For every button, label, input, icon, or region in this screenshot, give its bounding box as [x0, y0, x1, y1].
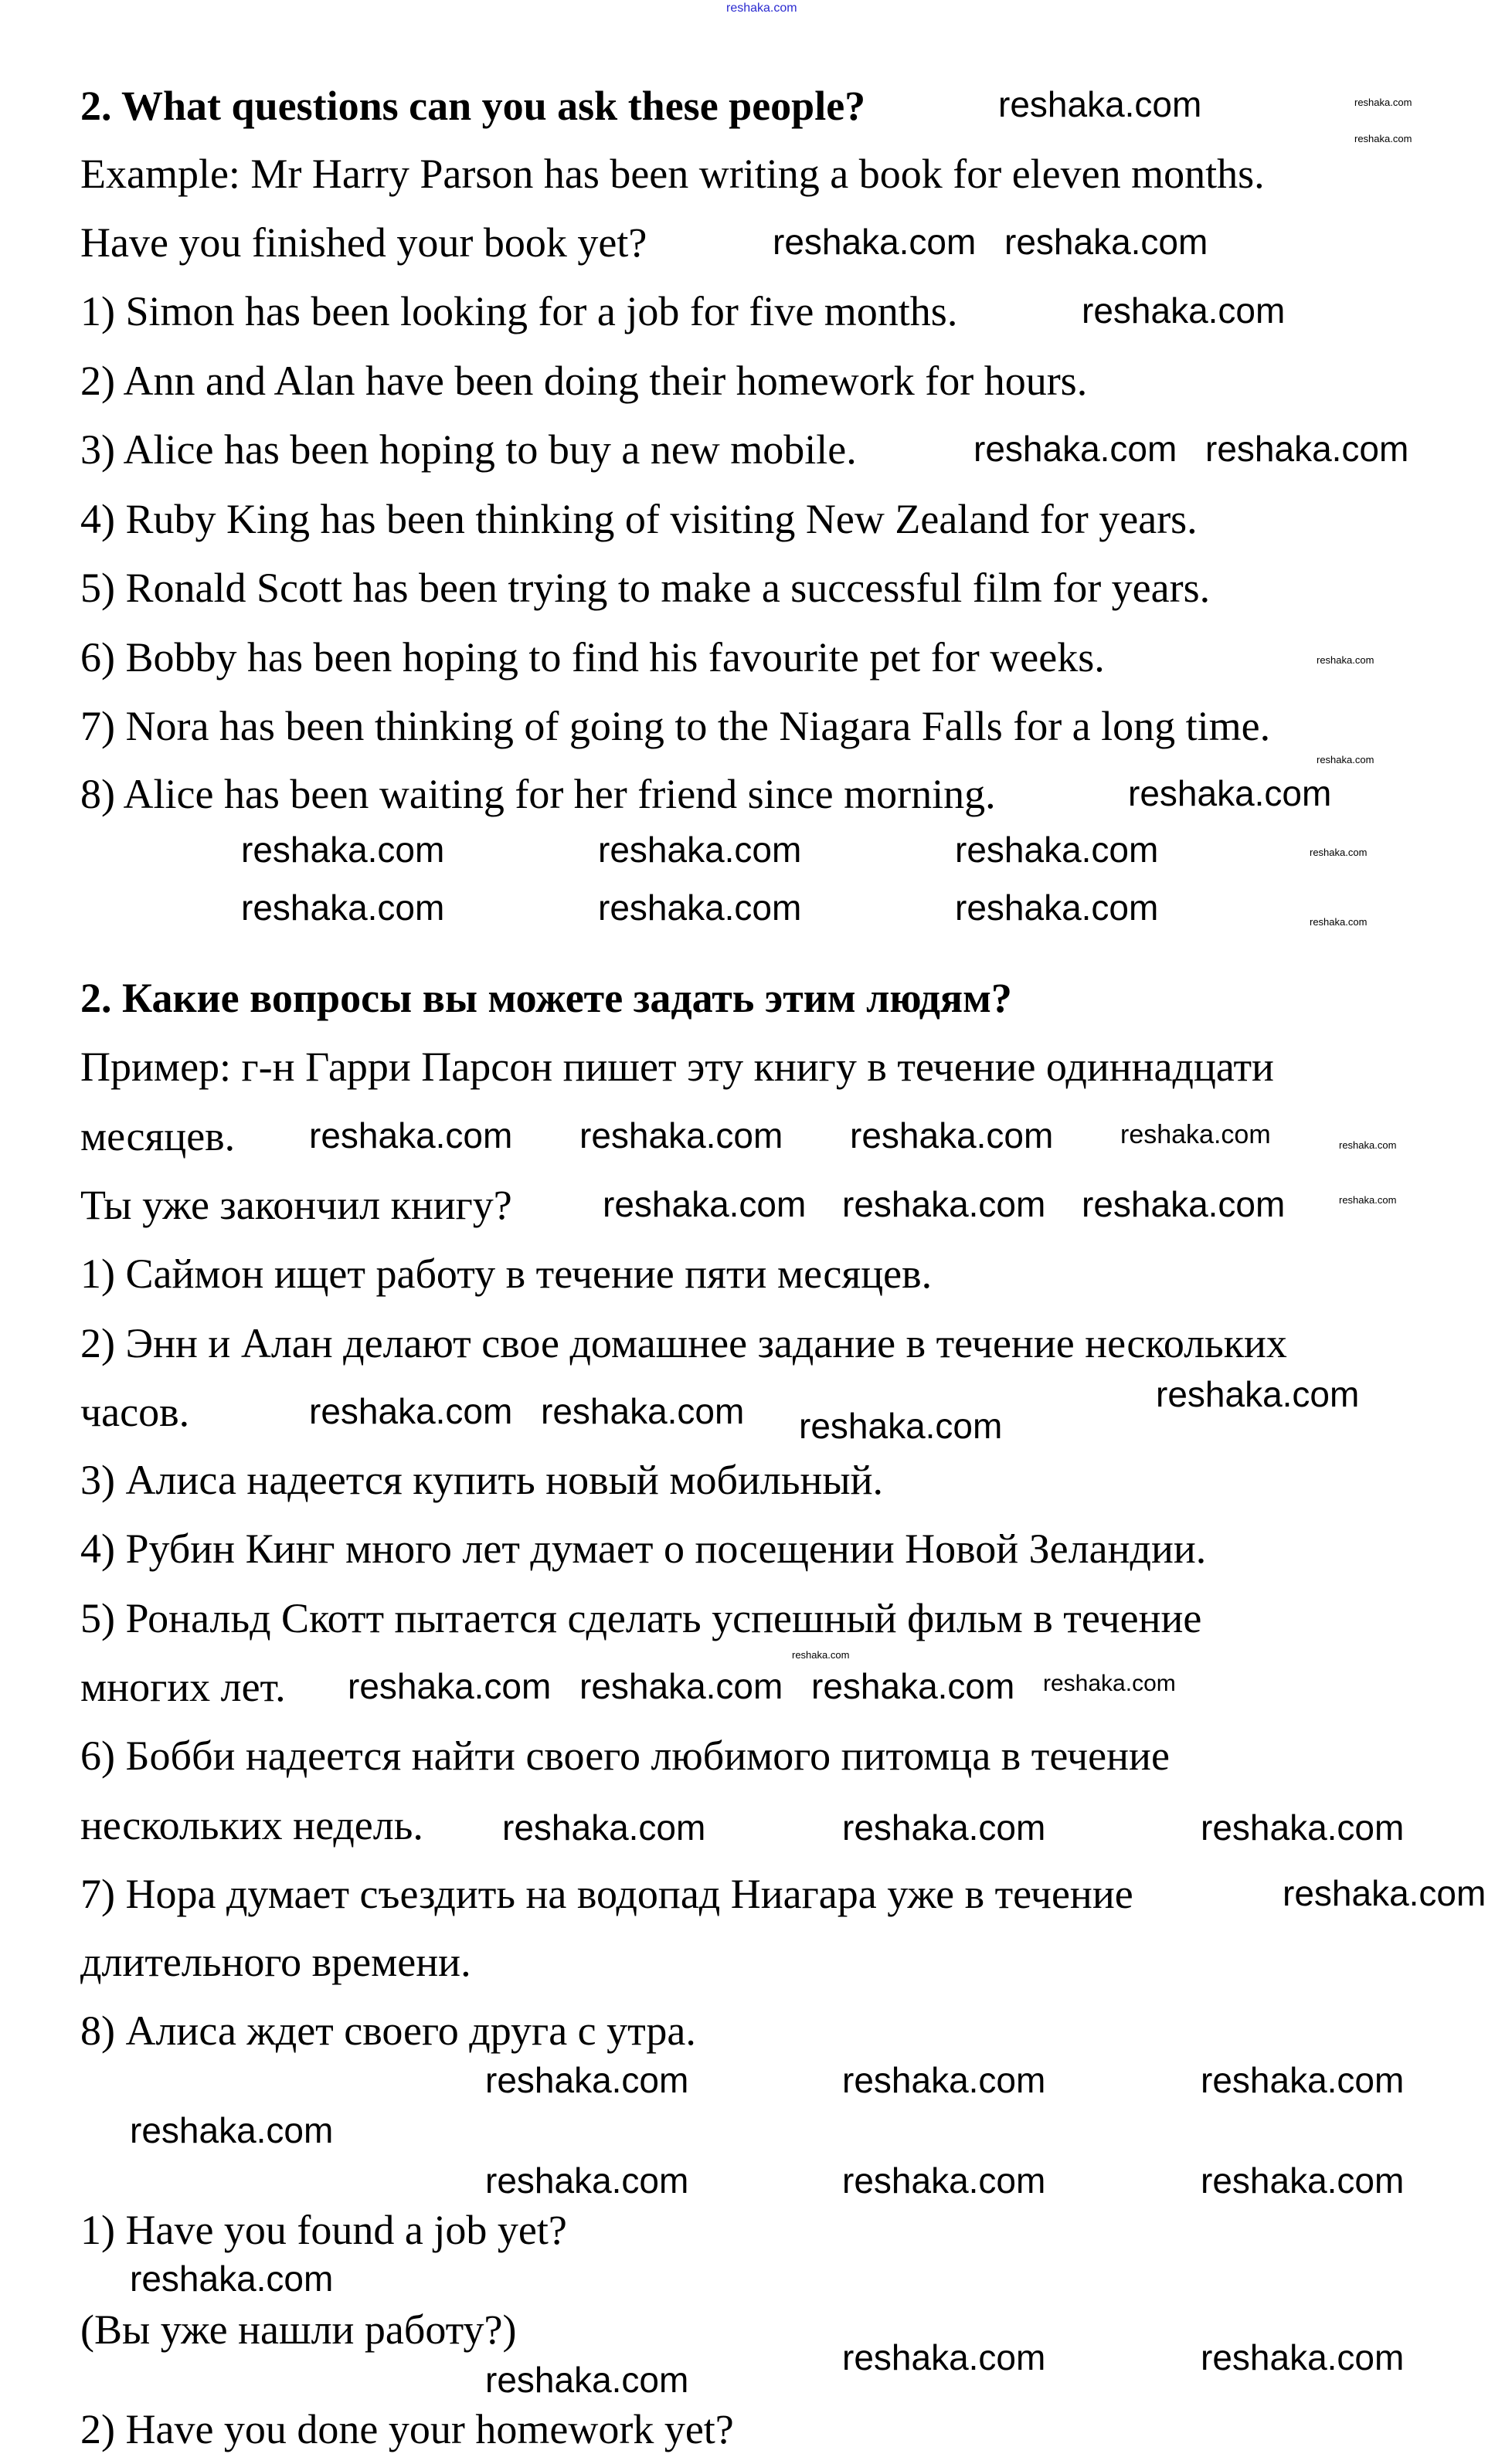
watermark: reshaka.com: [811, 1666, 1015, 1706]
translation-line: 2) Энн и Алан делают свое домашнее задание в течение нескольких: [80, 1320, 1287, 1366]
watermark: reshaka.com: [1205, 429, 1409, 469]
watermark: reshaka.com: [1317, 654, 1374, 666]
watermark: reshaka.com: [1201, 2160, 1405, 2201]
watermark: reshaka.com: [792, 1649, 850, 1661]
watermark: reshaka.com: [598, 888, 802, 928]
watermark: reshaka.com: [579, 1666, 783, 1706]
exercise-item: 7) Nora has been thinking of going to the Niagara Falls for a long time.: [80, 703, 1271, 749]
watermark: reshaka.com: [1082, 290, 1286, 331]
answer-line: (Вы уже нашли работу?): [80, 2306, 517, 2353]
exercise-item: 2) Ann and Alan have been doing their homework for hours.: [80, 358, 1088, 404]
watermark: reshaka.com: [485, 2160, 689, 2201]
watermark: reshaka.com: [130, 2110, 334, 2150]
watermark: reshaka.com: [1201, 2337, 1405, 2377]
watermark: reshaka.com: [842, 1184, 1046, 1224]
watermark: reshaka.com: [1082, 1184, 1286, 1224]
watermark: reshaka.com: [348, 1666, 552, 1706]
translation-line: 8) Алиса ждет своего друга с утра.: [80, 2008, 696, 2054]
watermark: reshaka.com: [842, 2337, 1046, 2377]
translation-line: нескольких недель.: [80, 1802, 423, 1848]
translation-line: 1) Саймон ищет работу в течение пяти месяцев.: [80, 1251, 933, 1297]
example-question: Have you finished your book yet?: [80, 219, 647, 266]
answer-line: 2) Have you done your homework yet?: [80, 2406, 734, 2452]
exercise-item: 5) Ronald Scott has been trying to make a successful film for years.: [80, 565, 1211, 611]
translation-line: месяцев.: [80, 1113, 236, 1159]
translation-line: 5) Рональд Скотт пытается сделать успешный фильм в течение: [80, 1595, 1202, 1641]
watermark: reshaka.com: [773, 222, 977, 262]
watermark: reshaka.com: [842, 2160, 1046, 2201]
watermark: reshaka.com: [1201, 1807, 1405, 1848]
watermark: reshaka.com: [1004, 222, 1208, 262]
watermark: reshaka.com: [541, 1391, 745, 1431]
watermark: reshaka.com: [850, 1115, 1054, 1156]
watermark: reshaka.com: [842, 1807, 1046, 1848]
watermark: reshaka.com: [799, 1406, 1003, 1446]
watermark: reshaka.com: [1201, 2060, 1405, 2100]
watermark: reshaka.com: [973, 429, 1177, 469]
watermark: reshaka.com: [1310, 847, 1368, 858]
header-watermark[interactable]: reshaka.com: [726, 2, 797, 15]
exercise-item: 1) Simon has been looking for a job for five months.: [80, 288, 958, 334]
watermark: reshaka.com: [1156, 1374, 1360, 1414]
watermark: reshaka.com: [502, 1807, 706, 1848]
watermark: reshaka.com: [1354, 133, 1412, 144]
watermark: reshaka.com: [1283, 1873, 1487, 1913]
watermark: reshaka.com: [955, 888, 1159, 928]
watermark: reshaka.com: [1339, 1139, 1397, 1151]
watermark: reshaka.com: [309, 1391, 513, 1431]
watermark: reshaka.com: [1120, 1120, 1271, 1149]
answer-line: 1) Have you found a job yet?: [80, 2207, 567, 2253]
translation-line: 7) Нора думает съездить на водопад Ниагара уже в течение: [80, 1871, 1133, 1917]
translation-line: длительного времени.: [80, 1939, 471, 1985]
exercise-item: 3) Alice has been hoping to buy a new mobile.: [80, 426, 857, 473]
exercise-item: 4) Ruby King has been thinking of visiting New Zealand for years.: [80, 496, 1198, 542]
watermark: reshaka.com: [485, 2360, 689, 2400]
watermark: reshaka.com: [1339, 1194, 1397, 1206]
watermark: reshaka.com: [1354, 97, 1412, 108]
watermark: reshaka.com: [309, 1115, 513, 1156]
watermark: reshaka.com: [579, 1115, 783, 1156]
watermark: reshaka.com: [603, 1184, 807, 1224]
watermark: reshaka.com: [1043, 1671, 1176, 1696]
watermark: reshaka.com: [241, 888, 445, 928]
example-sentence: Example: Mr Harry Parson has been writing a book for eleven months.: [80, 151, 1265, 197]
watermark: reshaka.com: [598, 830, 802, 870]
watermark: reshaka.com: [1317, 754, 1374, 765]
watermark: reshaka.com: [1128, 773, 1332, 813]
translation-line: Пример: г-н Гарри Парсон пишет эту книгу в течение одиннадцати: [80, 1044, 1274, 1090]
watermark: reshaka.com: [998, 84, 1202, 124]
translation-line: часов.: [80, 1389, 190, 1435]
watermark: reshaka.com: [955, 830, 1159, 870]
watermark: reshaka.com: [241, 830, 445, 870]
translation-line: 3) Алиса надеется купить новый мобильный.: [80, 1457, 884, 1503]
watermark: reshaka.com: [842, 2060, 1046, 2100]
translation-line: 6) Бобби надеется найти своего любимого питомца в течение: [80, 1733, 1170, 1779]
translation-line: 4) Рубин Кинг много лет думает о посещении Новой Зеландии.: [80, 1526, 1207, 1572]
watermark: reshaka.com: [130, 2259, 334, 2299]
exercise-item: 8) Alice has been waiting for her friend since morning.: [80, 771, 996, 817]
translation-line: многих лет.: [80, 1664, 286, 1710]
watermark: reshaka.com: [485, 2060, 689, 2100]
exercise-title-en: 2. What questions can you ask these people?: [80, 83, 866, 129]
watermark: reshaka.com: [1310, 916, 1368, 928]
exercise-item: 6) Bobby has been hoping to find his favourite pet for weeks.: [80, 634, 1105, 680]
translation-line: Ты уже закончил книгу?: [80, 1182, 512, 1228]
exercise-title-ru: 2. Какие вопросы вы можете задать этим людям?: [80, 975, 1012, 1021]
